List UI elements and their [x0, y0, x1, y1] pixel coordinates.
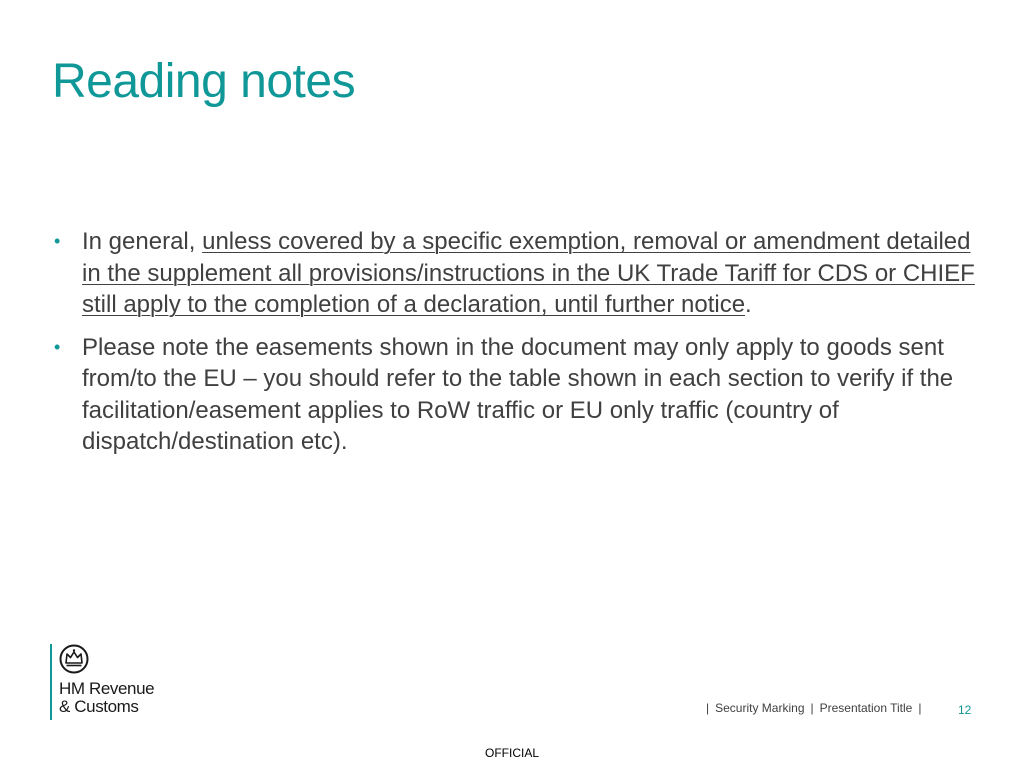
bullet-underlined-text: unless covered by a specific exemption, removal or amendment detailed in the supplement all provisions/instructions in the UK Trade Tariff for CDS or CHIEF still apply to the completion of a declaration, until further notice — [82, 228, 975, 318]
bullet-item — [54, 226, 984, 321]
crown-icon — [59, 644, 89, 674]
logo-line-2: & Customs — [59, 697, 139, 716]
bullet-item — [54, 332, 984, 458]
bullet-text-prefix: In general, — [82, 228, 203, 255]
footer — [700, 701, 927, 715]
footer-separator: | — [810, 701, 814, 715]
bullet-dot-icon: • — [54, 336, 61, 357]
footer-presentation-title: Presentation Title — [819, 701, 913, 715]
footer-separator: | — [918, 701, 922, 715]
bullet-text-suffix: . — [745, 291, 752, 318]
footer-security-marking: Security Marking — [715, 701, 805, 715]
bullet-list — [54, 226, 984, 469]
bullet-text: Please note the easements shown in the document may only apply to goods sent from/to the EU – you should refer to the table shown in each section to verify if the facilitation/easement applies to RoW traffic or EU only traffic (country of dispatch/destination etc). — [82, 333, 954, 455]
footer-separator: | — [706, 701, 710, 715]
bullet-dot-icon: • — [54, 231, 61, 251]
page-number: 12 — [958, 703, 972, 717]
hmrc-logo — [50, 644, 190, 720]
slide-title: Reading notes — [52, 55, 356, 108]
logo-line-1: HM Revenue — [59, 679, 155, 698]
classification-label: OFFICIAL — [484, 746, 539, 760]
